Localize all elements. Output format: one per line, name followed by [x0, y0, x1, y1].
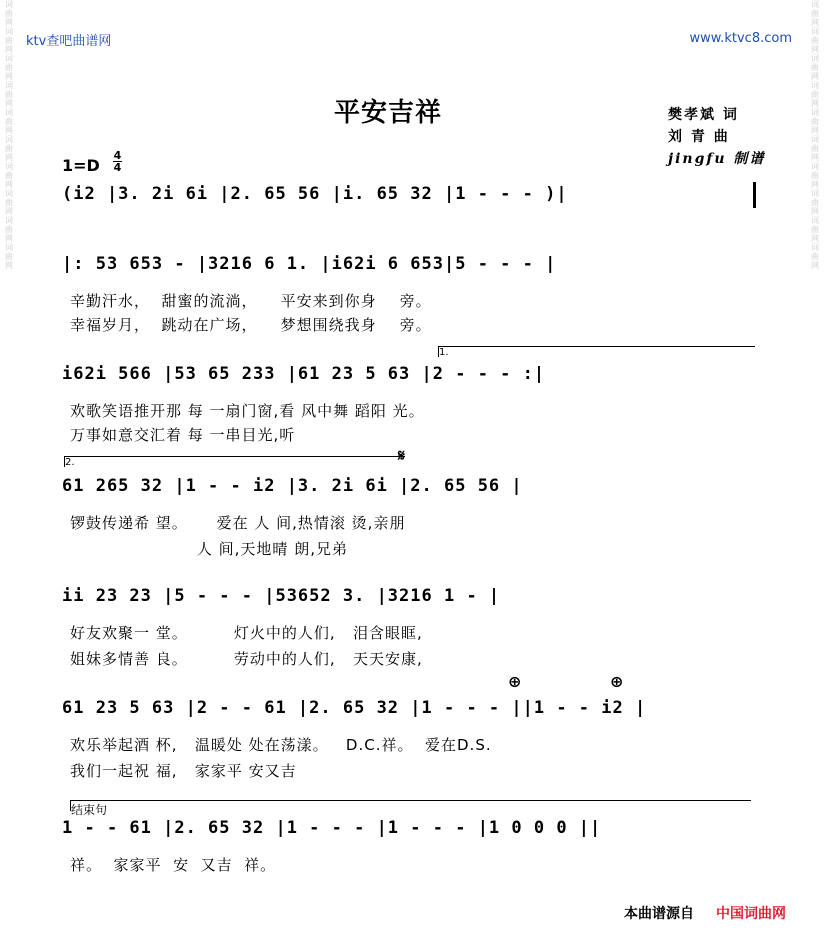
lyric-row-6-verse-1: 欢乐举起酒 杯, 温暖处 处在荡漾。 D.C.祥。 爱在D.S. [70, 736, 492, 754]
notation-row-2: |: 53 653 - |3216 6 1. |i62i 6 653|5 - - - | [62, 254, 557, 274]
notation-row-5: ii 23 23 |5 - - - |53652 3. |3216 1 - | [62, 586, 501, 606]
barline-end-row1 [753, 182, 756, 208]
lyric-row-4-verse-1: 锣鼓传递希 望。 爱在 人 间,热情滚 烫,亲朋 [70, 514, 406, 532]
lyric-row-5-verse-1: 好友欢聚一 堂。 灯火中的人们, 泪含眼眶, [70, 624, 423, 642]
song-title: 平安吉祥 [334, 98, 443, 128]
source-footer [624, 903, 786, 923]
lyric-row-2-verse-2: 幸福岁月， 跳动在广场， 梦想围绕我身 旁。 [70, 316, 432, 334]
lyric-row-4-verse-2: 人 间,天地晴 朗,兄弟 [70, 540, 348, 558]
side-watermark-right: 词曲网词曲网词曲网词曲网词曲网词曲网词曲网词曲网词曲网词曲网 [811, 0, 819, 270]
ending-bracket [70, 800, 751, 817]
volta-1-label: 1. [439, 347, 449, 358]
lyricist-credit: 樊孝斌 词 [668, 107, 739, 123]
notation-row-7: 1 - - 61 |2. 65 32 |1 - - - |1 - - - |1 0 0 0 || [62, 818, 602, 838]
source-site-link[interactable]: 中国词曲网 [716, 906, 786, 922]
volta-1-bracket [438, 346, 755, 357]
notation-row-4: 61 265 32 |1 - - i2 |3. 2i 6i |2. 65 56 | [62, 476, 523, 496]
ending-label: 结束句 [71, 803, 108, 817]
key-signature: 1=D [62, 156, 100, 175]
notation-row-6: 61 23 5 63 |2 - - 61 |2. 65 32 |1 - - - ||1 - - i2 | [62, 698, 647, 718]
lyric-row-3-verse-2: 万事如意交汇着 每 一串目光,听 [70, 426, 296, 444]
site-name-left[interactable]: ktv查吧曲谱网 [26, 34, 112, 49]
lyric-row-3-verse-1: 欢歌笑语推开那 每 一扇门窗,看 风中舞 蹈阳 光。 [70, 402, 425, 420]
coda-sign-1: ⊕ [508, 672, 522, 691]
time-signature-top: 4 [113, 149, 122, 162]
lyric-row-2-verse-1: 辛勤汗水， 甜蜜的流淌， 平安来到你身 旁。 [70, 292, 432, 310]
time-signature [113, 150, 122, 173]
lyric-row-5-verse-2: 姐妹多情善 良。 劳动中的人们, 天天安康, [70, 650, 423, 668]
notation-row-3: i62i 566 |53 65 233 |61 23 5 63 |2 - - - :| [62, 364, 546, 384]
segno-sign: 𝄋 [398, 446, 405, 465]
source-label: 本曲谱源自 [624, 906, 694, 922]
lyric-row-6-verse-2: 我们一起祝 福, 家家平 安又吉 [70, 762, 297, 780]
volta-2-bracket [64, 456, 405, 467]
arranger-credit: jingfu 制谱 [668, 151, 766, 167]
site-url-right[interactable]: www.ktvc8.com [689, 31, 792, 46]
composer-credit: 刘 青 曲 [668, 129, 730, 145]
side-watermark-left: 词曲网词曲网词曲网词曲网词曲网词曲网词曲网词曲网词曲网词曲网 [5, 0, 13, 270]
volta-2-label: 2. [65, 457, 75, 468]
lyric-row-7-verse-1: 祥。 家家平 安 又吉 祥。 [70, 856, 277, 874]
time-signature-bottom: 4 [113, 161, 122, 174]
notation-row-1: (i2 |3. 2i 6i |2. 65 56 |i. 65 32 |1 - - - )| [62, 184, 568, 204]
coda-sign-2: ⊕ [610, 672, 624, 691]
